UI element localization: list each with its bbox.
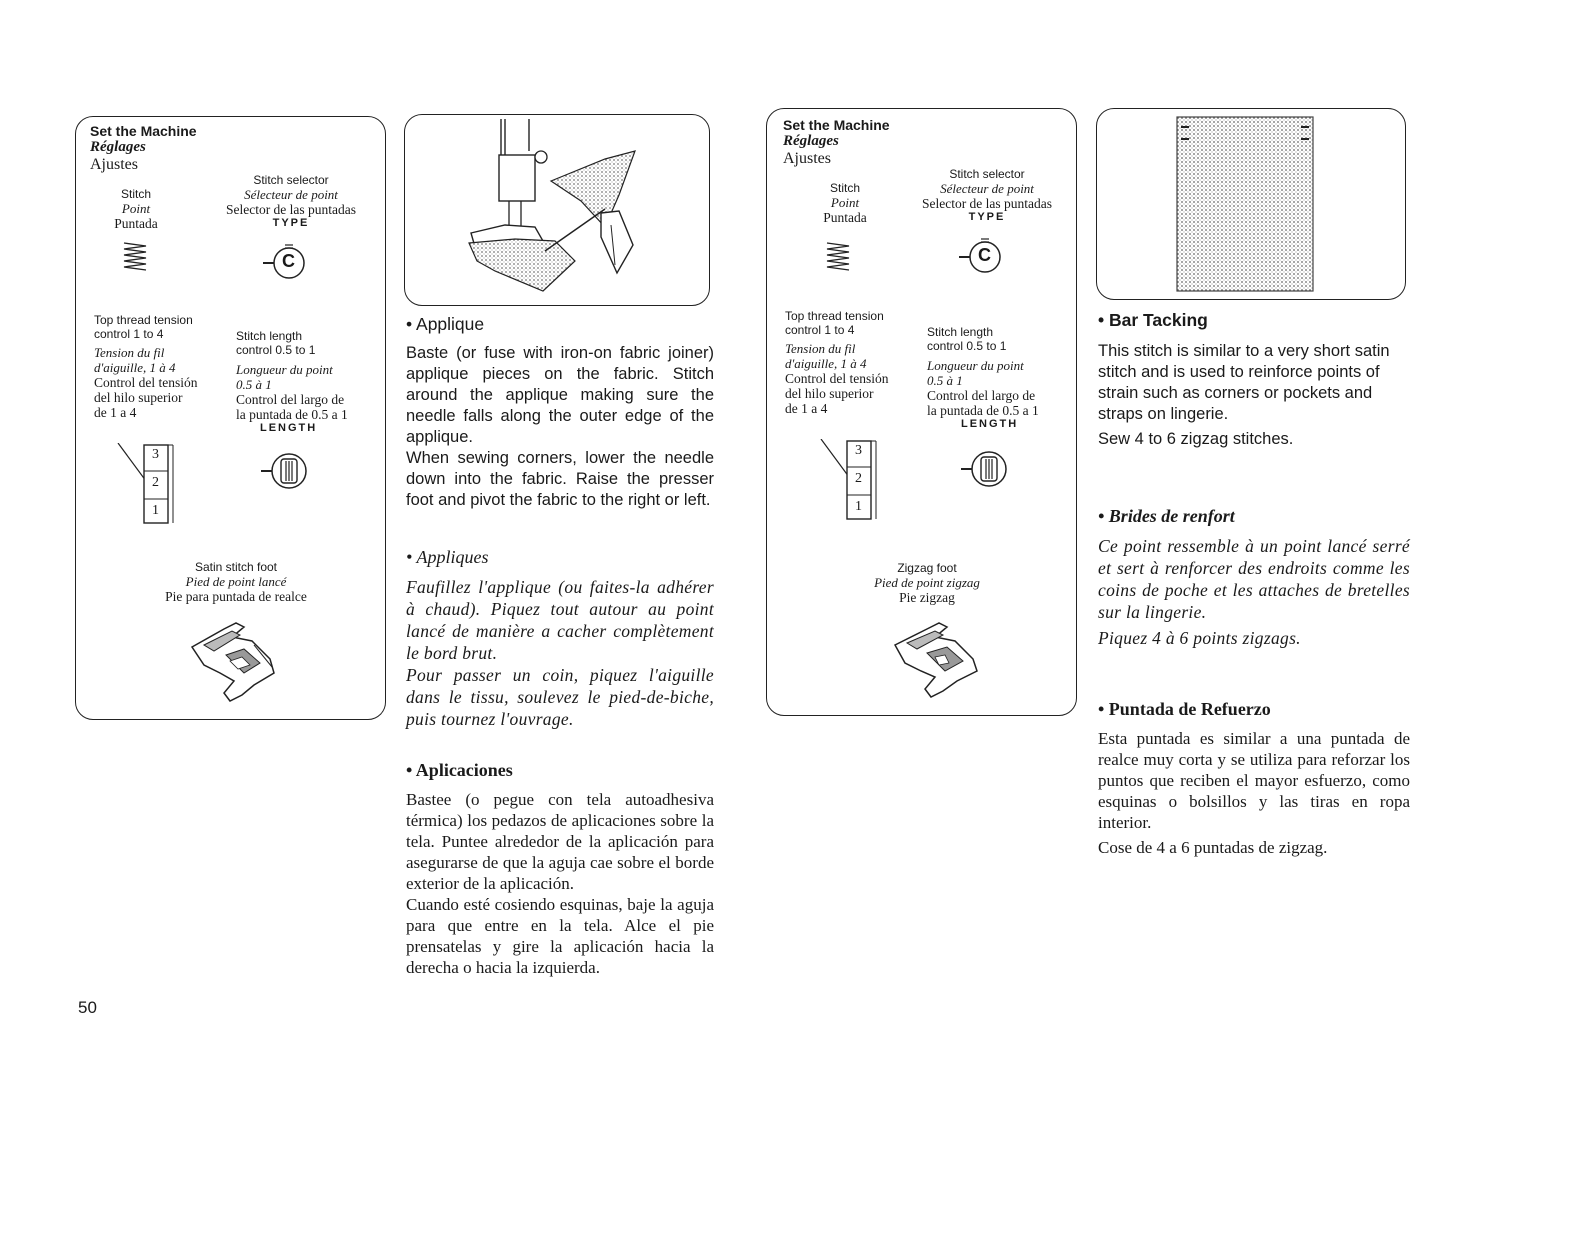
bar-tacking-heading-es: • Puntada de Refuerzo	[1098, 699, 1271, 719]
settings-title-fr: Réglages	[90, 139, 146, 155]
dial-value-3: 3	[152, 447, 159, 462]
length-fr-2: 0.5 à 1	[927, 373, 963, 388]
length-dial-icon	[259, 449, 309, 493]
dial-value-2: 2	[152, 475, 159, 490]
length-dial-icon	[959, 447, 1009, 491]
tension-dial	[116, 443, 176, 525]
foot-label-en: Satin stitch foot	[194, 560, 278, 574]
tension-es-2: del hilo superior	[94, 390, 183, 405]
dial-value-3: 3	[855, 443, 862, 458]
tension-es-3: de 1 a 4	[94, 405, 137, 420]
length-en-2: control 0.5 to 1	[236, 343, 316, 357]
tension-es-2: del hilo superior	[785, 386, 874, 401]
selector-label-en: Stitch selector	[949, 167, 1025, 181]
applique-heading-en: • Applique	[406, 314, 485, 334]
applique-illustration-box	[404, 114, 710, 306]
tension-fr-2: d'aiguille, 1 à 4	[94, 360, 176, 375]
applique-fr-p1: Faufillez l'applique (ou faites-la adhérer à chaud). Piquez tout autour au point lancé de manière a cacher complètement le bord brut.	[406, 577, 714, 663]
stitch-label-es: Puntada	[114, 216, 158, 231]
foot-label-fr: Pied de point zigzag	[874, 575, 980, 590]
foot-label-es: Pie zigzag	[899, 590, 955, 605]
bar-tacking-heading-en: • Bar Tacking	[1098, 310, 1208, 330]
selector-label-fr: Sélecteur de point	[244, 187, 338, 202]
foot-label-en: Zigzag foot	[897, 561, 957, 575]
bar-tacking-en-p1: This stitch is similar to a very short satin stitch and is used to reinforce points of strain such as corners or pockets and straps on lingerie.	[1098, 342, 1390, 423]
stitch-selector-dial	[261, 243, 309, 283]
zigzag-foot-icon	[887, 615, 987, 701]
stitch-label-es: Puntada	[823, 210, 867, 225]
bar-tack-stitch-sample	[1097, 109, 1405, 299]
settings-title-es: Ajustes	[783, 150, 831, 167]
applique-fr-p2: Pour passer un coin, piquez l'aiguille dans le tissu, soulevez le pied-de-biche, puis tournez l'ouvrage.	[406, 665, 714, 729]
length-es-2: la puntada de 0.5 a 1	[236, 407, 348, 422]
tension-pointer-icon	[819, 439, 879, 521]
settings-title-en: Set the Machine	[90, 123, 197, 139]
dial-value-1: 1	[855, 499, 862, 514]
selector-label-es: Selector de las puntadas	[921, 196, 1053, 211]
tension-en-2: control 1 to 4	[785, 323, 855, 337]
applique-text-column	[406, 314, 714, 978]
length-es-2: la puntada de 0.5 a 1	[927, 403, 1039, 418]
length-fr-1: Longueur du point	[236, 362, 333, 377]
applique-en-p1: Baste (or fuse with iron-on fabric joiner) applique pieces on the fabric. Stitch around the applique making sure the needle falls along the outer edge of the applique.	[406, 344, 714, 446]
tension-fr-1: Tension du fil	[785, 341, 856, 356]
bar-tacking-en-p2: Sew 4 to 6 zigzag stitches.	[1098, 430, 1294, 448]
length-en-1: Stitch length	[927, 325, 994, 339]
tension-en-2: control 1 to 4	[94, 327, 164, 341]
length-en-1: Stitch length	[236, 329, 303, 343]
bar-tacking-text-column	[1098, 310, 1410, 858]
sewing-applique-illustration	[405, 115, 709, 305]
stitch-label-en: Stitch	[120, 187, 151, 201]
selector-label-es: Selector de las puntadas	[225, 202, 357, 217]
foot-label-es: Pie para puntada de realce	[165, 589, 307, 604]
tension-dial	[819, 439, 879, 521]
applique-es-p2: Cuando esté cosiendo esquinas, baje la aguja para que entre en la tela. Alce el pie prensatelas y gire la aplicación hacia la derecha o hacia la izquierda.	[406, 895, 714, 977]
stitch-label-fr: Point	[121, 201, 151, 216]
stitch-label-en: Stitch	[829, 181, 860, 195]
bar-tacking-es-p1: Esta puntada es similar a una puntada de realce muy corta y se utiliza para reforzar los puntos que reciben el mayor esfuerzo, como esquinas o bolsillos y las tiras en ropa interior.	[1098, 729, 1410, 832]
type-value: C	[282, 251, 295, 271]
bar-tacking-illustration-box	[1096, 108, 1406, 300]
applique-heading-es: • Aplicaciones	[406, 760, 513, 780]
type-label: TYPE	[272, 217, 310, 229]
stitch-selector-dial	[957, 237, 1005, 277]
selector-label-fr: Sélecteur de point	[940, 181, 1034, 196]
length-en-2: control 0.5 to 1	[927, 339, 1007, 353]
length-es-1: Control del largo de	[236, 392, 345, 407]
tension-es-3: de 1 a 4	[785, 401, 828, 416]
dial-value-1: 1	[152, 503, 159, 518]
bar-tacking-fr-p1: Ce point ressemble à un point lancé serré et sert à renforcer des endroits comme les coins de poche et les attaches de bretelles sur la lingerie.	[1098, 536, 1410, 622]
tension-en-1: Top thread tension	[94, 313, 193, 327]
satin-stitch-icon	[825, 241, 851, 271]
dial-value-2: 2	[855, 471, 862, 486]
length-fr-1: Longueur du point	[927, 358, 1024, 373]
satin-foot-icon	[184, 615, 284, 705]
tension-en-1: Top thread tension	[785, 309, 884, 323]
tension-es-1: Control del tensión	[94, 375, 198, 390]
tension-es-1: Control del tensión	[785, 371, 889, 386]
length-label: LENGTH	[260, 422, 318, 434]
settings-panel-right	[766, 108, 1077, 716]
tension-fr-1: Tension du fil	[94, 345, 165, 360]
length-label: LENGTH	[961, 418, 1019, 430]
bar-tacking-es-p2: Cose de 4 a 6 puntadas de zigzag.	[1098, 838, 1328, 857]
selector-label-en: Stitch selector	[253, 173, 329, 187]
tension-pointer-icon	[116, 443, 176, 525]
applique-es-p1: Bastee (o pegue con tela autoadhesiva térmica) los pedazos de aplicaciones sobre la tela. Puntee alrededor de la aplicación para asegurarse de que la aguja cae sobre el borde exterior de la aplicación.	[406, 790, 714, 893]
tension-fr-2: d'aiguille, 1 à 4	[785, 356, 867, 371]
applique-en-p2: When sewing corners, lower the needle down into the fabric. Raise the presser foot and pivot the fabric to the right or left.	[406, 449, 714, 509]
foot-label-fr: Pied de point lancé	[185, 574, 287, 589]
applique-heading-fr: • Appliques	[406, 547, 489, 567]
type-label: TYPE	[968, 211, 1006, 223]
page-number: 50	[78, 998, 97, 1017]
bar-tacking-fr-p2: Piquez 4 à 6 points zigzags.	[1098, 628, 1301, 648]
stitch-label-fr: Point	[830, 195, 860, 210]
settings-panel-left	[75, 116, 386, 720]
satin-stitch-icon	[122, 241, 148, 271]
settings-title-es: Ajustes	[90, 156, 138, 173]
length-es-1: Control del largo de	[927, 388, 1036, 403]
settings-title-en: Set the Machine	[783, 117, 890, 133]
type-value: C	[978, 245, 991, 265]
settings-title-fr: Réglages	[783, 133, 839, 149]
bar-tacking-heading-fr: • Brides de renfort	[1098, 506, 1235, 526]
length-fr-2: 0.5 à 1	[236, 377, 272, 392]
